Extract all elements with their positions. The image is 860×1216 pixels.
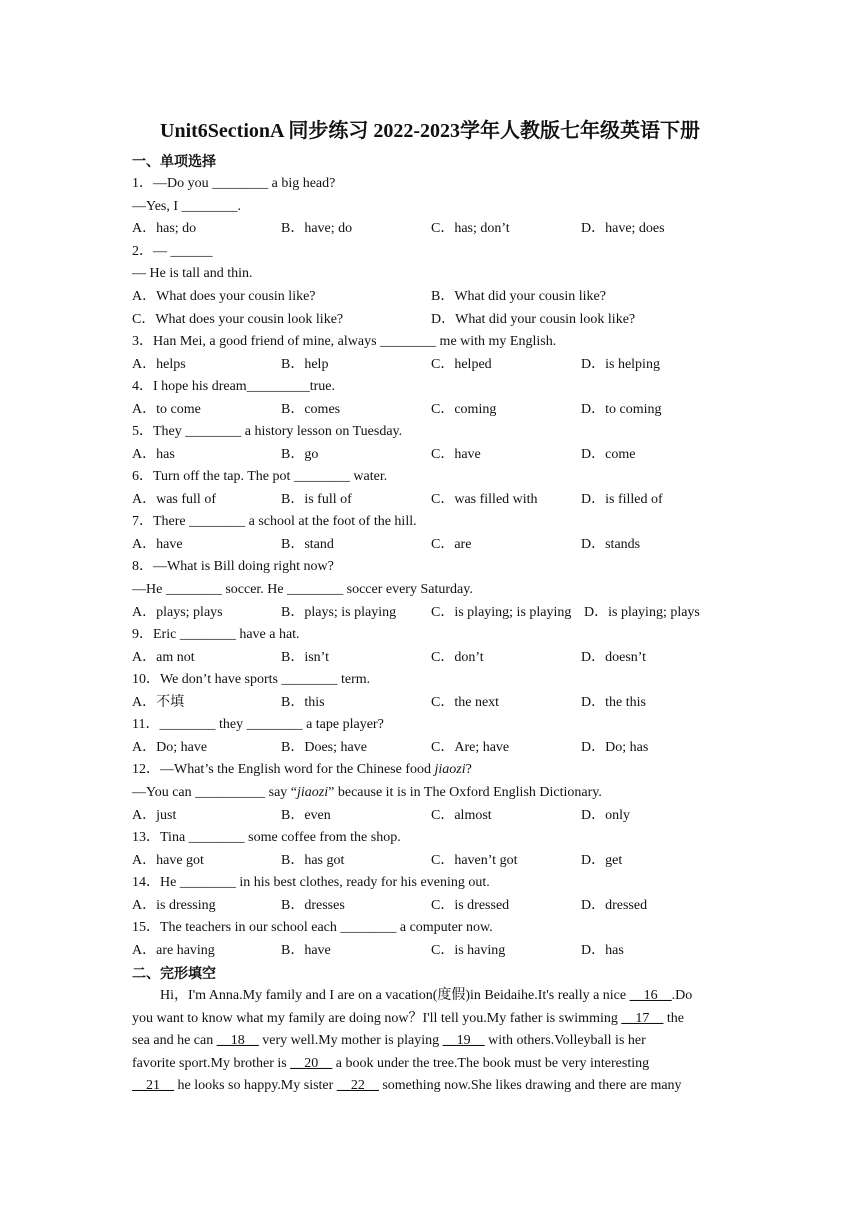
blank-16: __16__ xyxy=(629,988,672,1003)
question-5-option-a: A．has xyxy=(132,447,175,462)
question-2-line-2: — He is tall and thin. xyxy=(132,266,253,281)
question-12-line-2-text-a: —You can __________ say “ xyxy=(132,785,298,800)
question-15-option-a: A．are having xyxy=(132,943,215,958)
question-6-option-d: D．is filled of xyxy=(581,492,663,507)
blank-18: __18__ xyxy=(216,1033,259,1048)
question-12-option-a: A．just xyxy=(132,808,177,823)
question-3-option-d: D．is helping xyxy=(581,357,660,372)
question-13-option-c: C．haven’t got xyxy=(431,853,518,868)
question-14-option-c: C．is dressed xyxy=(431,898,510,913)
question-5-option-b: B．go xyxy=(281,447,319,462)
blank-22: __22__ xyxy=(336,1078,379,1093)
question-4-option-d: D．to coming xyxy=(581,402,662,417)
question-1-line-1: 1．—Do you ________ a big head? xyxy=(132,176,336,191)
question-15-option-c: C．is having xyxy=(431,943,506,958)
question-8-line-1: 8．—What is Bill doing right now? xyxy=(132,559,334,574)
question-6-option-a: A．was full of xyxy=(132,492,216,507)
question-13-option-d: D．get xyxy=(581,853,623,868)
question-14-option-d: D．dressed xyxy=(581,898,648,913)
question-2-option-c: C．What does your cousin look like? xyxy=(132,312,344,327)
question-10-line-1: 10．We don’t have sports ________ term. xyxy=(132,672,371,687)
question-7-option-a: A．have xyxy=(132,537,183,552)
question-4-option-a: A．to come xyxy=(132,402,201,417)
question-3-line-1: 3．Han Mei, a good friend of mine, always ________ me with my English. xyxy=(132,334,557,349)
section-heading-cloze: 二、完形填空 xyxy=(132,966,216,982)
question-14-option-b: B．dresses xyxy=(281,898,345,913)
question-9-option-c: C．don’t xyxy=(431,650,484,665)
passage-line-1: Hi，I'm Anna.My family and I are on a vacation(度假)in Beidaihe.It's really a nice __16__.Do xyxy=(160,988,693,1003)
question-11-line-1: 11．________ they ________ a tape player? xyxy=(132,717,384,732)
question-4-option-b: B．comes xyxy=(281,402,341,417)
question-11-option-b: B．Does; have xyxy=(281,740,367,755)
question-13-option-b: B．has got xyxy=(281,853,345,868)
question-7-line-1: 7．There ________ a school at the foot of the hill. xyxy=(132,514,417,529)
question-1-line-2: —Yes, I ________. xyxy=(132,199,242,214)
question-2-line-1: 2．— ______ xyxy=(132,244,213,259)
passage-line-4: favorite sport.My brother is __20__ a book under the tree.The book must be very interesting xyxy=(132,1056,650,1071)
question-9-option-b: B．isn’t xyxy=(281,650,329,665)
question-1-option-d: D．have; does xyxy=(581,221,665,236)
question-10-option-c: C．the next xyxy=(431,695,500,710)
question-4-option-c: C．coming xyxy=(431,402,497,417)
question-2-option-b: B．What did your cousin like? xyxy=(431,289,606,304)
question-12-line-1-text: 12．—What’s the English word for the Chinese food xyxy=(132,762,435,777)
question-1-option-b: B．have; do xyxy=(281,221,353,236)
question-7-option-d: D．stands xyxy=(581,537,641,552)
question-14-line-1: 14．He ________ in his best clothes, ready for his evening out. xyxy=(132,875,490,890)
question-5-line-1: 5．They ________ a history lesson on Tuesday. xyxy=(132,424,403,439)
question-9-option-d: D．doesn’t xyxy=(581,650,647,665)
passage-line-3: sea and he can __18__ very well.My mother is playing __19__ with others.Volleyball is her xyxy=(132,1033,646,1048)
question-12-line-1: 12．—What’s the English word for the Chinese food jiaozi? xyxy=(132,762,472,777)
question-7-option-b: B．stand xyxy=(281,537,334,552)
question-15-option-d: D．has xyxy=(581,943,624,958)
question-12-italic-word-1: jiaozi xyxy=(434,762,466,777)
question-9-option-a: A．am not xyxy=(132,650,195,665)
question-13-line-1: 13．Tina ________ some coffee from the shop. xyxy=(132,830,401,845)
question-15-option-b: B．have xyxy=(281,943,331,958)
question-8-option-c: C．is playing; is playing xyxy=(431,605,572,620)
section-heading-choice: 一、单项选择 xyxy=(132,154,216,170)
question-10-option-d: D．the this xyxy=(581,695,646,710)
question-1-option-a: A．has; do xyxy=(132,221,197,236)
question-3-option-c: C．helped xyxy=(431,357,492,372)
document-title: Unit6SectionA 同步练习 2022-2023学年人教版七年级英语下册 xyxy=(160,120,700,142)
question-3-option-a: A．helps xyxy=(132,357,186,372)
question-13-option-a: A．have got xyxy=(132,853,204,868)
question-15-line-1: 15．The teachers in our school each ________ a computer now. xyxy=(132,920,493,935)
question-12-option-d: D．only xyxy=(581,808,630,823)
question-11-option-d: D．Do; has xyxy=(581,740,649,755)
question-4-line-1: 4．I hope his dream_________true. xyxy=(132,379,335,394)
question-12-option-c: C．almost xyxy=(431,808,492,823)
question-6-option-c: C．was filled with xyxy=(431,492,538,507)
question-2-option-d: D．What did your cousin look like? xyxy=(431,312,636,327)
question-12-line-2 xyxy=(132,784,602,802)
question-11-option-a: A．Do; have xyxy=(132,740,208,755)
question-5-option-d: D．come xyxy=(581,447,636,462)
blank-19: __19__ xyxy=(442,1033,485,1048)
question-8-line-2: —He ________ soccer. He ________ soccer every Saturday. xyxy=(132,582,473,597)
passage-line-2: you want to know what my family are doing now？I'll tell you.My father is swimming __17__ the xyxy=(132,1011,684,1026)
question-8-option-a: A．plays; plays xyxy=(132,605,223,620)
question-12-line-2-text-b: ” because it is in The Oxford English Dictionary. xyxy=(328,785,602,800)
passage-line-5: __21__ he looks so happy.My sister __22__ something now.She likes drawing and there are many xyxy=(132,1078,682,1093)
question-6-option-b: B．is full of xyxy=(281,492,352,507)
question-12-option-b: B．even xyxy=(281,808,331,823)
question-10-option-a: A．不填 xyxy=(132,695,185,710)
question-10-option-b: B．this xyxy=(281,695,325,710)
blank-20: __20__ xyxy=(290,1056,333,1071)
question-12-italic-word-2: jiaozi xyxy=(297,785,329,800)
question-14-option-a: A．is dressing xyxy=(132,898,216,913)
question-5-option-c: C．have xyxy=(431,447,481,462)
question-6-line-1: 6．Turn off the tap. The pot ________ water. xyxy=(132,469,388,484)
blank-21: __21__ xyxy=(132,1078,174,1093)
question-1-option-c: C．has; don’t xyxy=(431,221,510,236)
question-2-option-a: A．What does your cousin like? xyxy=(132,289,316,304)
question-9-line-1: 9．Eric ________ have a hat. xyxy=(132,627,300,642)
question-8-option-b: B．plays; is playing xyxy=(281,605,397,620)
question-7-option-c: C．are xyxy=(431,537,472,552)
question-8-option-d: D．is playing; plays xyxy=(584,605,700,620)
question-11-option-c: C．Are; have xyxy=(431,740,510,755)
blank-17: __17__ xyxy=(621,1011,664,1026)
question-3-option-b: B．help xyxy=(281,357,329,372)
